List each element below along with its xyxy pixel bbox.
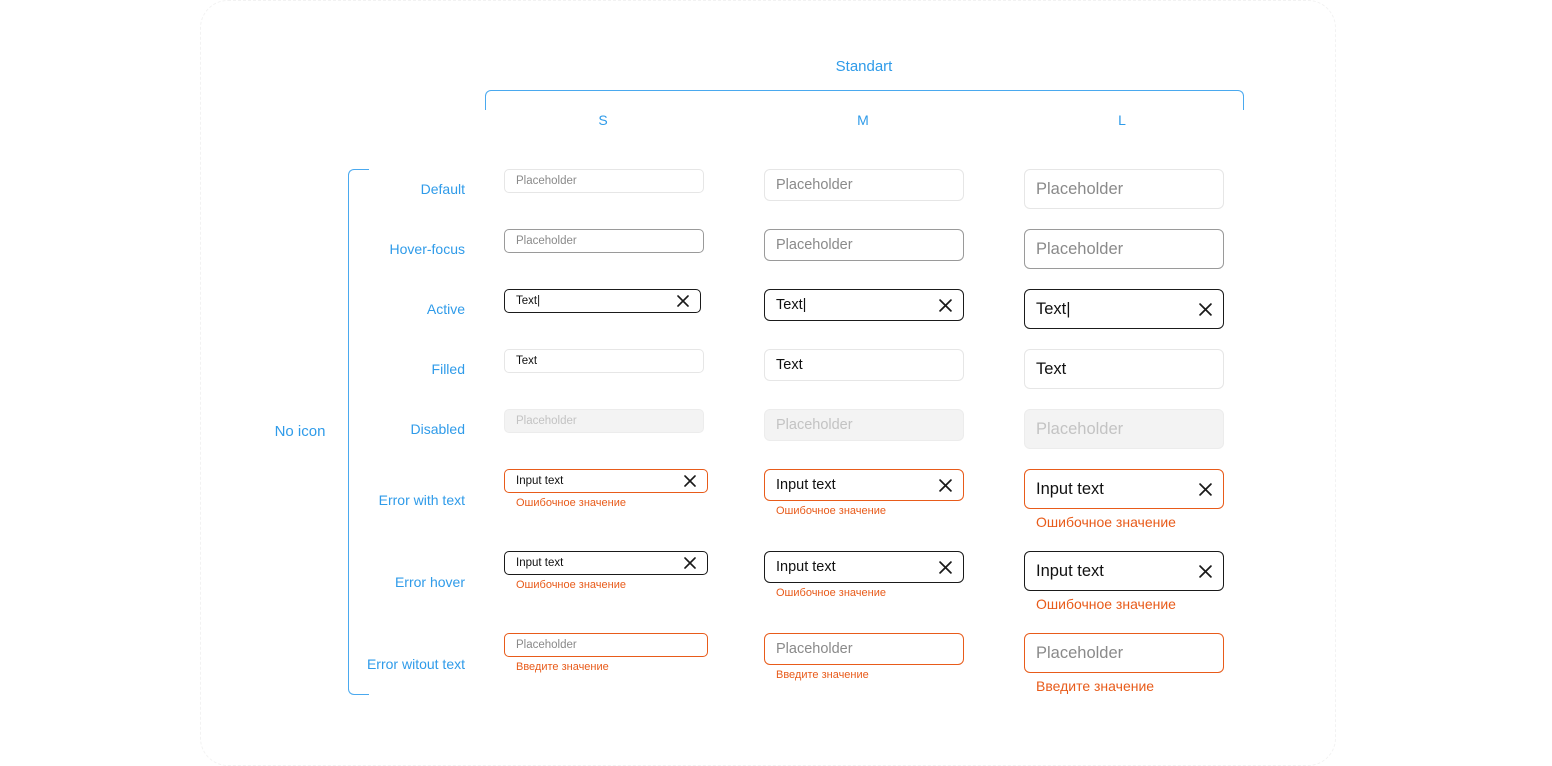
input-default-m[interactable] bbox=[764, 169, 964, 201]
input-filled-l[interactable] bbox=[1024, 349, 1224, 389]
input-hover-m[interactable] bbox=[764, 229, 964, 261]
row-label-hover-focus: Hover-focus bbox=[389, 241, 465, 257]
input-value: Text| bbox=[516, 295, 541, 307]
input-disabled-s bbox=[504, 409, 704, 433]
placeholder-text: Placeholder bbox=[516, 639, 577, 651]
error-message: Введите значение bbox=[1036, 678, 1155, 694]
input-value: Text bbox=[1036, 359, 1067, 378]
placeholder-text: Placeholder bbox=[516, 235, 577, 247]
input-value: Input text bbox=[516, 557, 564, 569]
row-label-error-with-text: Error with text bbox=[378, 492, 465, 508]
placeholder-text: Placeholder bbox=[776, 641, 853, 657]
input-default-l[interactable] bbox=[1024, 169, 1224, 209]
error-message: Ошибочное значение bbox=[776, 587, 886, 599]
error-message: Ошибочное значение bbox=[516, 579, 626, 591]
input-value: Input text bbox=[1036, 561, 1104, 580]
row-label-active: Active bbox=[426, 301, 465, 317]
input-hover-l[interactable] bbox=[1024, 229, 1224, 269]
placeholder-text: Placeholder bbox=[516, 415, 577, 427]
row-label-default: Default bbox=[420, 181, 465, 197]
error-message: Ошибочное значение bbox=[516, 497, 626, 509]
placeholder-text: Placeholder bbox=[1036, 179, 1124, 198]
input-value: Input text bbox=[776, 477, 836, 493]
input-hover-s[interactable] bbox=[504, 229, 704, 253]
input-error-s[interactable] bbox=[504, 469, 708, 493]
row-label-error-hover: Error hover bbox=[394, 574, 465, 590]
input-value: Text| bbox=[776, 297, 807, 313]
input-value: Input text bbox=[516, 475, 564, 487]
input-value: Input text bbox=[776, 559, 836, 575]
close-icon[interactable] bbox=[1199, 483, 1212, 496]
close-icon[interactable] bbox=[1199, 303, 1212, 316]
input-value: Text bbox=[776, 357, 803, 373]
input-error-hover-l[interactable] bbox=[1024, 551, 1224, 591]
close-icon[interactable] bbox=[939, 561, 952, 574]
placeholder-text: Placeholder bbox=[1036, 643, 1124, 662]
error-message: Ошибочное значение bbox=[1036, 514, 1176, 530]
input-error-empty-l[interactable] bbox=[1024, 633, 1224, 673]
close-icon[interactable] bbox=[684, 475, 696, 487]
error-message: Введите значение bbox=[776, 669, 869, 681]
input-active-l[interactable] bbox=[1024, 289, 1224, 329]
placeholder-text: Placeholder bbox=[516, 175, 577, 187]
input-default-s[interactable] bbox=[504, 169, 704, 193]
close-icon[interactable] bbox=[677, 295, 689, 307]
input-value: Text| bbox=[1036, 299, 1071, 318]
input-error-l[interactable] bbox=[1024, 469, 1224, 509]
input-active-s[interactable] bbox=[504, 289, 701, 313]
group-title: Standart bbox=[835, 58, 893, 75]
input-error-empty-s[interactable] bbox=[504, 633, 708, 657]
input-error-empty-m[interactable] bbox=[764, 633, 964, 665]
error-message: Ошибочное значение bbox=[1036, 596, 1176, 612]
close-icon[interactable] bbox=[684, 557, 696, 569]
error-message: Ошибочное значение bbox=[776, 505, 886, 517]
placeholder-text: Placeholder bbox=[1036, 239, 1124, 258]
size-label-s: S bbox=[598, 112, 608, 128]
placeholder-text: Placeholder bbox=[776, 237, 853, 253]
placeholder-text: Placeholder bbox=[776, 177, 853, 193]
error-message: Введите значение bbox=[516, 661, 609, 673]
input-error-hover-m[interactable] bbox=[764, 551, 964, 583]
row-label-disabled: Disabled bbox=[410, 421, 465, 437]
input-disabled-m bbox=[764, 409, 964, 441]
input-filled-s[interactable] bbox=[504, 349, 704, 373]
size-label-m: M bbox=[857, 112, 869, 128]
placeholder-text: Placeholder bbox=[1036, 419, 1124, 438]
row-label-filled: Filled bbox=[431, 361, 465, 377]
input-error-hover-s[interactable] bbox=[504, 551, 708, 575]
input-disabled-l bbox=[1024, 409, 1224, 449]
size-label-l: L bbox=[1118, 112, 1126, 128]
input-value: Text bbox=[516, 355, 538, 367]
input-value: Input text bbox=[1036, 479, 1104, 498]
input-filled-m[interactable] bbox=[764, 349, 964, 381]
side-label: No icon bbox=[274, 423, 326, 440]
close-icon[interactable] bbox=[1199, 565, 1212, 578]
placeholder-text: Placeholder bbox=[776, 417, 853, 433]
input-error-m[interactable] bbox=[764, 469, 964, 501]
row-label-error-without-text: Error witout text bbox=[366, 656, 465, 672]
input-active-m[interactable] bbox=[764, 289, 964, 321]
close-icon[interactable] bbox=[939, 299, 952, 312]
group-bracket bbox=[485, 90, 1244, 110]
close-icon[interactable] bbox=[939, 479, 952, 492]
